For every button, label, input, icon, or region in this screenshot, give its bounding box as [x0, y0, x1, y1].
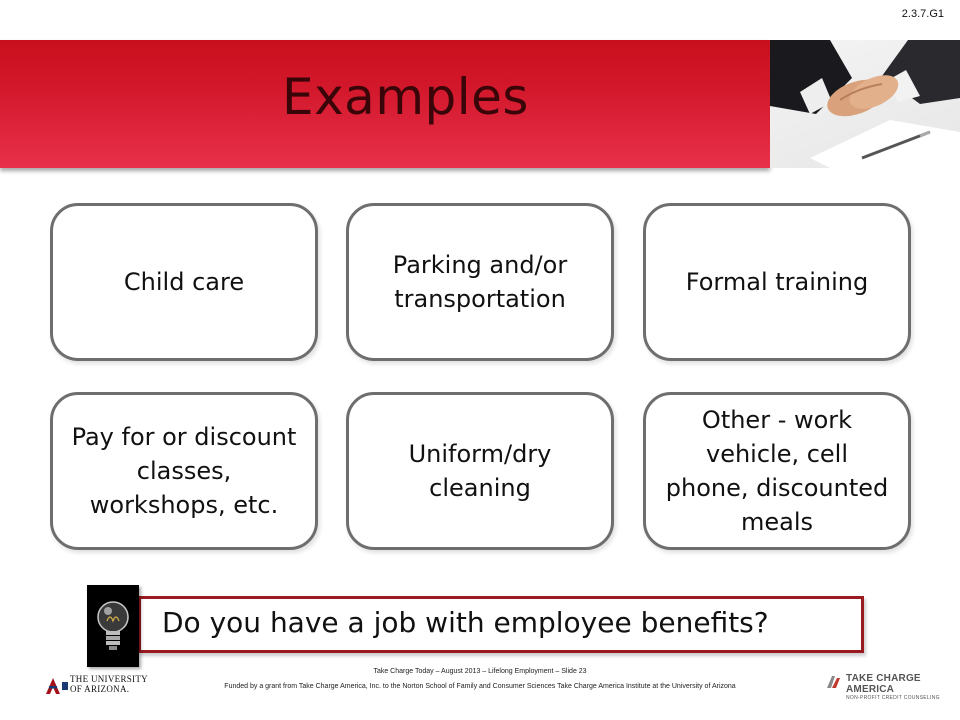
card-label: Uniform/dry cleaning: [408, 440, 552, 502]
benefit-card-child-care: [50, 203, 318, 361]
university-name-line2: OF ARIZONA.: [70, 684, 130, 694]
question-text: Do you have a job with employee benefits?: [162, 606, 769, 639]
benefit-card-other: [643, 392, 911, 550]
card-label: Formal training: [685, 268, 869, 296]
footer-line-1: Take Charge Today – August 2013 – Lifelong Employment – Slide 23: [373, 668, 587, 675]
card-label: Other - work vehicle, cell phone, discounted meals: [665, 406, 889, 536]
tca-name: TAKE CHARGE AMERICA: [846, 673, 921, 695]
benefit-card-classes: [50, 392, 318, 550]
footer-line-2: Funded by a grant from Take Charge America, Inc. to the Norton School of Family and Consumer Sciences Take Charge America Institute at the University of Arizona: [224, 683, 736, 690]
benefit-card-uniform: [346, 392, 614, 550]
handshake-photo: [770, 40, 960, 168]
slide-title: Examples: [282, 68, 529, 126]
card-label: Child care: [123, 268, 245, 296]
slide-code: 2.3.7.G1: [901, 8, 944, 20]
tca-tagline: NON-PROFIT CREDIT COUNSELING: [846, 695, 940, 701]
benefit-card-formal-training: [643, 203, 911, 361]
light-bulb-icon: [87, 585, 139, 667]
take-charge-america-logo: [826, 674, 842, 690]
card-label: Parking and/or transportation: [392, 251, 568, 313]
take-charge-america-text: [846, 673, 960, 702]
university-name-line1: THE UNIVERSITY: [70, 674, 148, 684]
benefit-card-parking: [346, 203, 614, 361]
card-label: Pay for or discount classes, workshops, etc.: [71, 423, 297, 519]
